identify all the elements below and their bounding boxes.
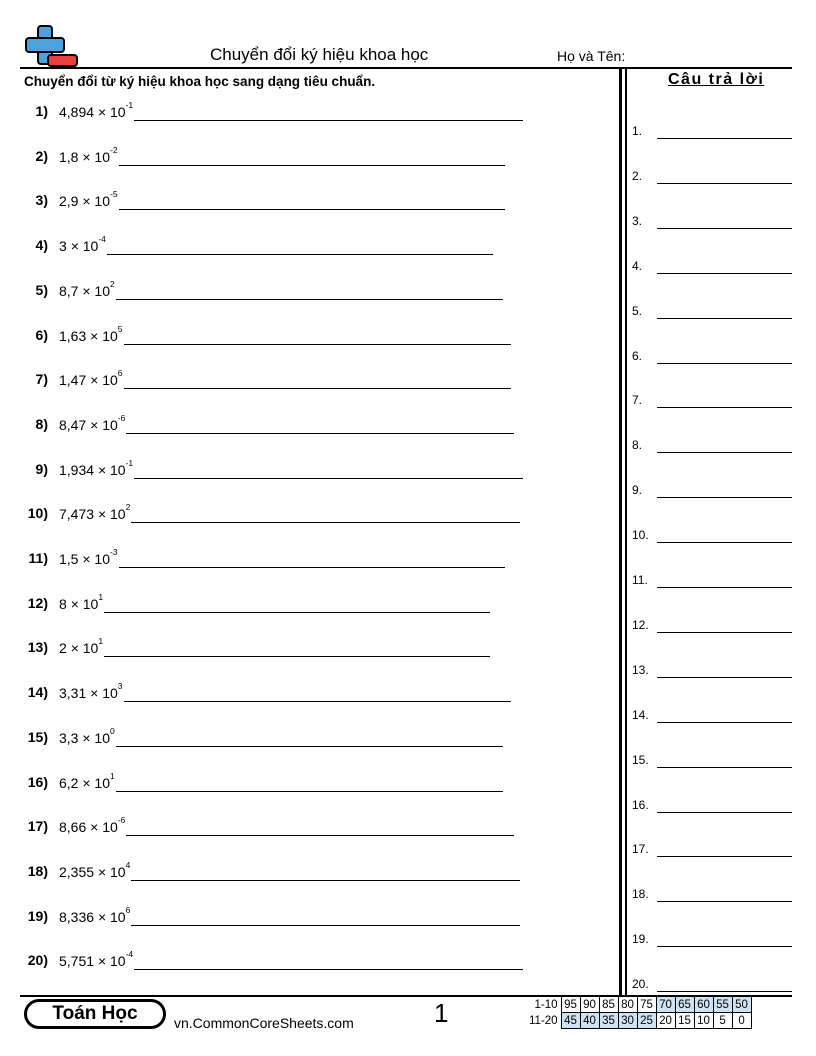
answer-number: 17.	[632, 842, 649, 857]
problem-expression	[59, 681, 123, 702]
coefficient: 3	[59, 238, 67, 255]
answer-blank[interactable]	[657, 363, 792, 364]
exponent: -2	[110, 144, 118, 155]
answer-key-title: Câu trả lời	[668, 71, 765, 88]
problem-number: 14)	[27, 684, 48, 701]
coefficient: 1,934	[59, 461, 95, 478]
brand-badge: Toán Học	[24, 999, 166, 1029]
score-row-label: 11-20	[529, 1014, 558, 1027]
coefficient: 3,31	[59, 685, 87, 702]
times-ten: × 10	[70, 595, 99, 612]
answer-blank[interactable]	[657, 587, 792, 588]
times-ten: × 10	[82, 551, 110, 567]
problem-number: 9)	[35, 460, 48, 477]
answer-slot[interactable]	[632, 349, 794, 369]
answer-line[interactable]	[104, 612, 490, 613]
answer-number: 18.	[632, 887, 649, 902]
answer-line[interactable]	[134, 120, 523, 121]
problem-number: 8)	[35, 415, 48, 432]
answer-blank[interactable]	[657, 318, 792, 319]
page-title: Chuyển đổi ký hiệu khoa học	[210, 45, 429, 64]
answer-blank[interactable]	[657, 722, 792, 723]
coefficient: 2,9	[59, 193, 79, 210]
instructions: Chuyển đổi từ ký hiệu khoa học sang dạng tiêu chuẩn.	[24, 74, 376, 89]
answer-slot[interactable]	[632, 663, 794, 683]
times-ten: × 10	[97, 461, 126, 478]
times-ten: × 10	[82, 193, 110, 210]
problem-number: 12)	[27, 594, 48, 611]
answer-blank[interactable]	[657, 138, 792, 139]
exponent: -4	[98, 234, 106, 245]
exponent: -1	[125, 100, 134, 110]
coefficient: 8,336	[59, 908, 95, 925]
times-ten: × 10	[70, 238, 99, 255]
answer-blank[interactable]	[657, 632, 792, 633]
problem-expression	[59, 278, 115, 299]
problem-number: 11)	[28, 550, 48, 566]
score-cell: 90	[580, 997, 599, 1013]
score-cell: 5	[713, 1013, 732, 1029]
score-cell: 20	[656, 1013, 675, 1029]
score-cell: 80	[618, 997, 637, 1013]
answer-number: 12.	[632, 617, 649, 632]
exponent: 1	[98, 591, 104, 602]
answer-line[interactable]	[107, 254, 493, 255]
answer-blank[interactable]	[657, 183, 792, 184]
times-ten: × 10	[82, 282, 110, 299]
score-cell: 70	[656, 997, 675, 1013]
answer-slot[interactable]	[632, 259, 794, 279]
exponent: 2	[125, 502, 131, 513]
answer-slot[interactable]	[632, 708, 794, 728]
problem-number: 16)	[27, 773, 48, 790]
site-url: vn.CommonCoreSheets.com	[174, 1015, 354, 1031]
score-cell: 85	[599, 997, 618, 1013]
answer-blank[interactable]	[657, 767, 792, 768]
answer-line[interactable]	[119, 567, 505, 568]
answer-number: 14.	[632, 707, 649, 722]
problem-expression	[59, 323, 123, 344]
score-cell: 35	[599, 1013, 618, 1029]
answer-number: 16.	[632, 797, 649, 812]
exponent: 6	[117, 368, 123, 379]
answer-line[interactable]	[126, 835, 514, 836]
answer-number: 2.	[632, 168, 643, 183]
answer-number: 1.	[632, 124, 643, 138]
exponent: -3	[110, 547, 118, 557]
score-cell: 25	[637, 1013, 656, 1029]
exponent: 0	[110, 725, 115, 736]
coefficient: 7,473	[59, 506, 95, 523]
problem-expression	[59, 412, 126, 433]
answer-line[interactable]	[104, 656, 490, 657]
times-ten: × 10	[90, 819, 118, 836]
logo-icon	[24, 24, 80, 68]
coefficient: 3,3	[59, 729, 79, 746]
exponent: 3	[117, 681, 123, 692]
problem-expression	[59, 591, 104, 612]
coefficient: 2,355	[59, 863, 95, 880]
times-ten: × 10	[90, 685, 118, 702]
problem-expression	[59, 815, 126, 836]
score-cell: 50	[732, 997, 751, 1013]
problem-number: 15)	[27, 728, 48, 745]
answer-slot[interactable]	[632, 842, 794, 862]
score-cell: 10	[694, 1013, 713, 1029]
answer-slot[interactable]	[632, 753, 794, 773]
answer-line[interactable]	[116, 299, 503, 300]
answer-number: 10.	[632, 528, 649, 543]
answer-number: 13.	[632, 662, 649, 677]
coefficient: 8,47	[59, 416, 87, 433]
exponent: 6	[125, 904, 131, 915]
times-ten: × 10	[82, 729, 110, 746]
score-cell: 45	[561, 1013, 580, 1029]
answer-slot[interactable]	[632, 124, 794, 144]
problem-number: 1)	[35, 103, 48, 119]
problem-expression	[59, 949, 134, 970]
answer-slot[interactable]	[632, 304, 794, 324]
answer-blank[interactable]	[657, 228, 792, 229]
answer-blank[interactable]	[657, 497, 792, 498]
score-cell: 95	[561, 997, 580, 1013]
header-divider	[20, 67, 792, 69]
problem-number: 4)	[35, 237, 48, 254]
problem-expression	[59, 502, 131, 523]
coefficient: 8	[59, 595, 67, 612]
exponent: -5	[110, 189, 118, 200]
answer-line[interactable]	[119, 165, 505, 166]
answer-blank[interactable]	[657, 542, 792, 543]
answer-blank[interactable]	[657, 273, 792, 274]
score-row-label: 1-10	[534, 998, 558, 1011]
problem-number: 19)	[27, 907, 48, 924]
problem-expression	[59, 904, 131, 925]
exponent: 1	[98, 636, 104, 647]
problem-expression	[59, 859, 131, 880]
answer-number: 6.	[632, 348, 643, 363]
answer-line[interactable]	[134, 969, 523, 970]
times-ten: × 10	[97, 863, 126, 880]
answer-number: 5.	[632, 303, 643, 318]
times-ten: × 10	[97, 908, 126, 925]
coefficient: 5,751	[59, 953, 95, 970]
exponent: -1	[125, 457, 134, 468]
coefficient: 1,5	[59, 551, 79, 567]
answer-number: 8.	[632, 438, 643, 453]
problem-expression	[59, 725, 115, 746]
coefficient: 2	[59, 640, 67, 657]
answer-slot[interactable]	[632, 393, 794, 413]
problem-expression	[59, 144, 118, 165]
answer-blank[interactable]	[657, 856, 792, 857]
answer-slot[interactable]	[632, 573, 794, 593]
problem-number: 13)	[27, 639, 48, 656]
name-field-label: Họ và Tên:	[557, 48, 626, 64]
times-ten: × 10	[90, 416, 118, 433]
answer-line[interactable]	[119, 209, 505, 210]
answer-line[interactable]	[124, 344, 511, 345]
problem-expression	[59, 636, 104, 657]
coefficient: 1,8	[59, 148, 79, 165]
coefficient: 8,66	[59, 819, 87, 836]
answer-line[interactable]	[131, 522, 520, 523]
problem-expression	[59, 770, 115, 791]
score-cell: 40	[580, 1013, 599, 1029]
problem-number: 18)	[27, 862, 48, 879]
answer-number: 11.	[632, 573, 648, 587]
problem-expression	[59, 189, 118, 210]
answer-number: 4.	[632, 258, 643, 273]
problem-number: 17)	[27, 818, 48, 835]
answer-slot[interactable]	[632, 483, 794, 503]
times-ten: × 10	[97, 104, 126, 120]
answer-blank[interactable]	[657, 452, 792, 453]
times-ten: × 10	[70, 640, 99, 657]
answer-line[interactable]	[124, 388, 511, 389]
exponent: 4	[125, 859, 131, 870]
coefficient: 1,63	[59, 327, 87, 344]
page-number: 1	[434, 998, 449, 1028]
answer-line[interactable]	[131, 880, 520, 881]
problem-number: 3)	[35, 192, 48, 209]
problem-expression	[59, 457, 134, 478]
score-cell: 65	[675, 997, 694, 1013]
times-ten: × 10	[97, 953, 126, 970]
answer-slot[interactable]	[632, 887, 794, 907]
problem-number: 5)	[35, 281, 48, 298]
answer-number: 20.	[632, 977, 649, 992]
problem-number: 20)	[27, 952, 48, 969]
exponent: 2	[110, 278, 115, 289]
score-row	[527, 1013, 751, 1029]
problem-expression	[59, 368, 123, 389]
problem-expression	[59, 547, 118, 567]
answer-number: 3.	[632, 213, 643, 228]
coefficient: 4,894	[59, 104, 95, 120]
exponent: 1	[110, 770, 115, 781]
answer-slot[interactable]	[632, 528, 794, 548]
answer-slot[interactable]	[632, 798, 794, 818]
coefficient: 1,47	[59, 372, 87, 389]
score-cell: 30	[618, 1013, 637, 1029]
score-row	[527, 997, 751, 1013]
exponent: -6	[117, 412, 126, 423]
problem-expression	[59, 100, 134, 120]
times-ten: × 10	[97, 506, 126, 523]
answer-blank[interactable]	[657, 677, 792, 678]
answer-number: 15.	[632, 752, 649, 767]
answer-line[interactable]	[124, 701, 511, 702]
answer-line[interactable]	[116, 791, 503, 792]
answer-slot[interactable]	[632, 438, 794, 458]
answer-blank[interactable]	[657, 991, 792, 992]
answer-slot[interactable]	[632, 932, 794, 952]
score-cell: 75	[637, 997, 656, 1013]
answer-line[interactable]	[116, 746, 503, 747]
answer-line[interactable]	[131, 925, 520, 926]
coefficient: 6,2	[59, 774, 79, 791]
score-cell: 60	[694, 997, 713, 1013]
answer-number: 9.	[632, 483, 643, 498]
problem-number: 10)	[27, 505, 48, 522]
answer-number: 19.	[632, 932, 649, 947]
answer-line[interactable]	[126, 433, 514, 434]
times-ten: × 10	[90, 327, 118, 344]
answer-slot[interactable]	[632, 618, 794, 638]
times-ten: × 10	[90, 372, 118, 389]
exponent: 5	[117, 323, 123, 334]
answer-line[interactable]	[134, 478, 523, 479]
score-table	[527, 996, 752, 1029]
problem-number: 2)	[35, 147, 48, 164]
answer-slot[interactable]	[632, 214, 794, 234]
answer-blank[interactable]	[657, 946, 792, 947]
answer-number: 7.	[632, 393, 643, 408]
coefficient: 8,7	[59, 282, 79, 299]
problem-expression	[59, 234, 106, 255]
score-cell: 0	[732, 1013, 751, 1029]
problem-number: 7)	[35, 371, 48, 388]
problem-number: 6)	[35, 326, 48, 343]
answer-blank[interactable]	[657, 407, 792, 408]
times-ten: × 10	[82, 774, 110, 791]
exponent: -4	[125, 949, 134, 960]
answer-slot[interactable]	[632, 169, 794, 189]
times-ten: × 10	[82, 148, 110, 165]
answer-blank[interactable]	[657, 901, 792, 902]
answer-blank[interactable]	[657, 812, 792, 813]
score-cell: 55	[713, 997, 732, 1013]
exponent: -6	[117, 815, 126, 826]
score-cell: 15	[675, 1013, 694, 1029]
